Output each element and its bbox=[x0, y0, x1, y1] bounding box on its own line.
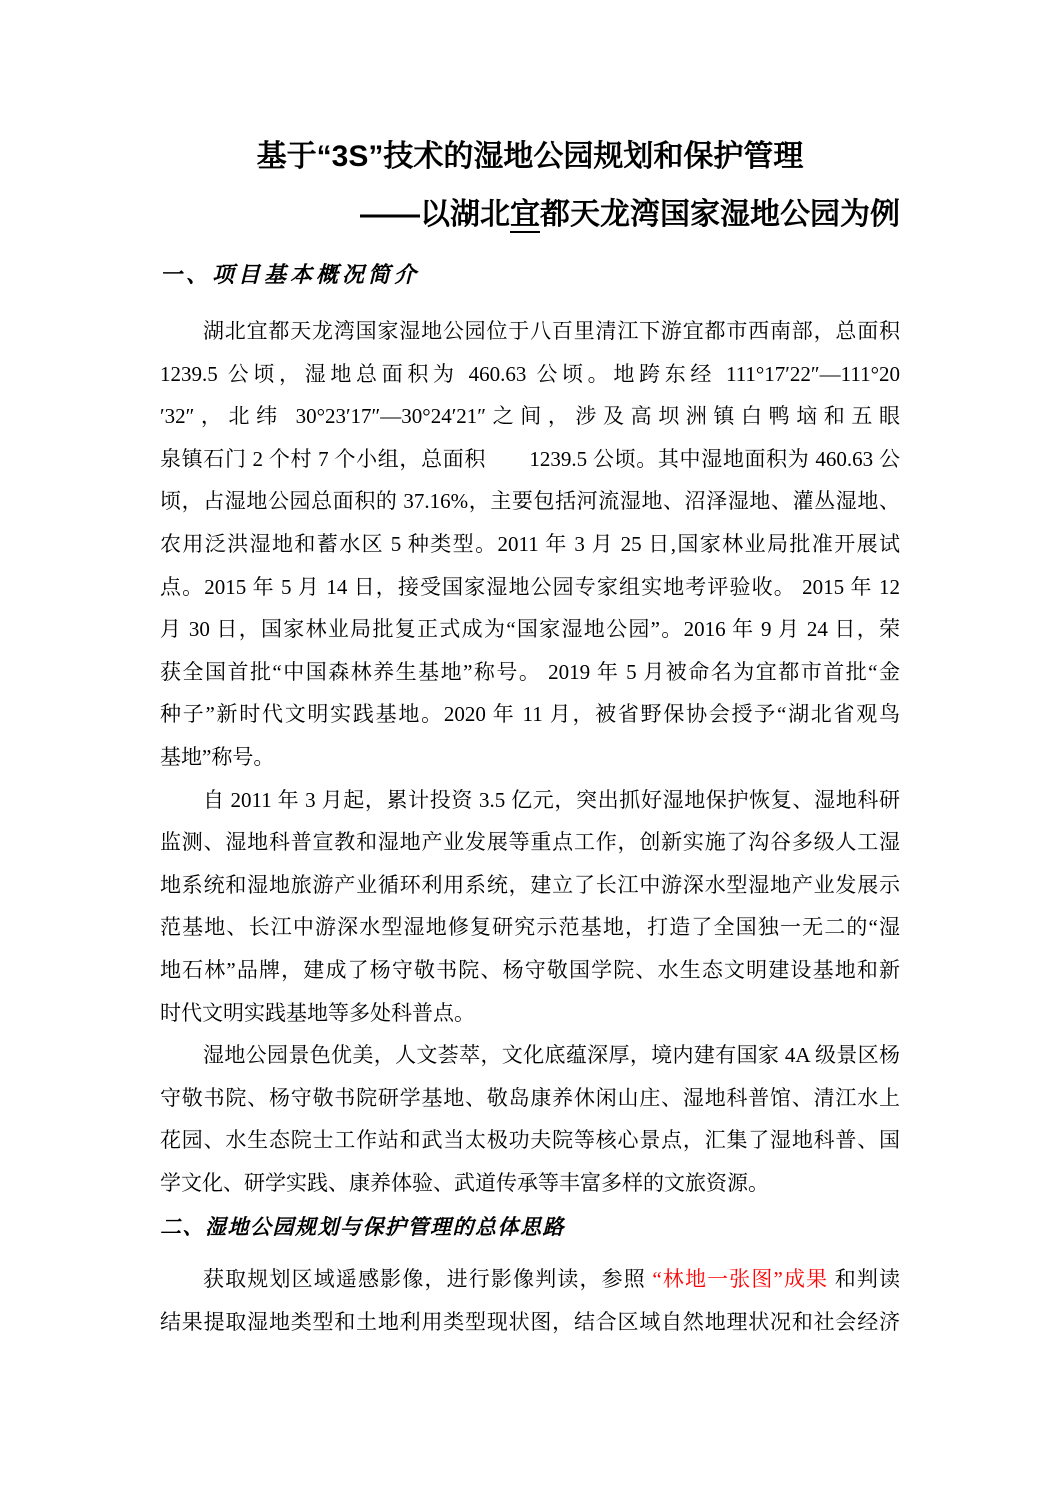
para2-line: 地系统和湿地旅游产业循环利用系统，建立了长江中游深水型湿地产业发展示 bbox=[160, 872, 900, 897]
doc-title-line2-prefix: ——以湖北 bbox=[360, 198, 510, 231]
para4-line1-pre: 获取规划区域遥感影像，进行影像判读，参照 bbox=[203, 1267, 653, 1292]
para4-line bbox=[160, 1258, 900, 1301]
para2-line: 监测、湿地科普宣教和湿地产业发展等重点工作，创新实施了沟谷多级人工湿 bbox=[160, 830, 900, 855]
para1-line: 农用泛洪湿地和蓄水区 5 种类型。2011 年 3 月 25 日,国家林业局批准开展试 bbox=[160, 531, 900, 556]
para3-line: 守敬书院、杨守敬书院研学基地、敬岛康养休闲山庄、湿地科普馆、清江水上 bbox=[160, 1085, 900, 1110]
para3-line: 湿地公园景色优美，人文荟萃，文化底蕴深厚，境内建有国家 4A 级景区杨 bbox=[203, 1043, 900, 1068]
para1-line: 月 30 日，国家林业局批复正式成为“国家湿地公园”。2016 年 9 月 24 日，荣 bbox=[160, 617, 900, 642]
para3-line: 花园、水生态院士工作站和武当太极功夫院等核心景点，汇集了湿地科普、国 bbox=[160, 1128, 900, 1153]
para1-line: 1239.5 公顷，湿地总面积为 460.63 公顷。地跨东经 111°17′22″—111°20 bbox=[160, 361, 900, 386]
para2-line: 范基地、长江中游深水型湿地修复研究示范基地，打造了全国独一无二的“湿 bbox=[160, 915, 900, 940]
para1-line: 泉镇石门 2 个村 7 个小组，总面积 1239.5 公顷。其中湿地面积为 460.63 公 bbox=[160, 446, 900, 471]
doc-title-line2-underlined-char: 宜 bbox=[510, 198, 540, 231]
para1-line: ′32″，北纬 30°23′17″—30°24′21″之间，涉及高坝洲镇白鸭垴和五眼 bbox=[160, 404, 900, 429]
para2-line: 时代文明实践基地等多处科普点。 bbox=[160, 1000, 475, 1025]
para3-line: 学文化、研学实践、康养体验、武道传承等丰富多样的文旅资源。 bbox=[160, 1170, 769, 1195]
para1-line: 获全国首批“中国森林养生基地”称号。 2019 年 5 月被命名为宜都市首批“金 bbox=[160, 659, 900, 684]
para1-line: 基地”称号。 bbox=[160, 744, 275, 769]
para1-line: 顷，占湿地公园总面积的 37.16%，主要包括河流湿地、沼泽湿地、灌丛湿地、 bbox=[160, 489, 900, 514]
section2-heading: 二、湿地公园规划与保护管理的总体思路 bbox=[160, 1215, 565, 1240]
section2-body bbox=[160, 1258, 900, 1343]
para2-line: 自 2011 年 3 月起，累计投资 3.5 亿元，突出抓好湿地保护恢复、湿地科研 bbox=[203, 787, 900, 812]
para4-line1-red-highlight: “林地一张图”成果 bbox=[652, 1267, 829, 1292]
para1-line: 湖北宜都天龙湾国家湿地公园位于八百里清江下游宜都市西南部，总面积 bbox=[203, 319, 900, 343]
para4-line: 结果提取湿地类型和土地利用类型现状图，结合区域自然地理状况和社会经济 bbox=[160, 1310, 900, 1335]
para2-line: 地石林”品牌，建成了杨守敬书院、杨守敬国学院、水生态文明建设基地和新 bbox=[160, 957, 900, 982]
doc-title-line2-suffix: 都天龙湾国家湿地公园为例 bbox=[540, 198, 900, 231]
para4-line1-post: 和判读 bbox=[828, 1267, 900, 1292]
para1-line: 点。2015 年 5 月 14 日，接受国家湿地公园专家组实地考评验收。 2015 年 12 bbox=[160, 574, 900, 599]
para1-line: 种子”新时代文明实践基地。2020 年 11 月，被省野保协会授予“湖北省观鸟 bbox=[160, 702, 900, 727]
section1-body bbox=[160, 310, 900, 1204]
section1-heading: 一、项目基本概况简介 bbox=[160, 262, 421, 287]
doc-title-line1: 基于“3S”技术的湿地公园规划和保护管理 bbox=[256, 140, 804, 173]
doc-title-line2 bbox=[160, 186, 900, 244]
